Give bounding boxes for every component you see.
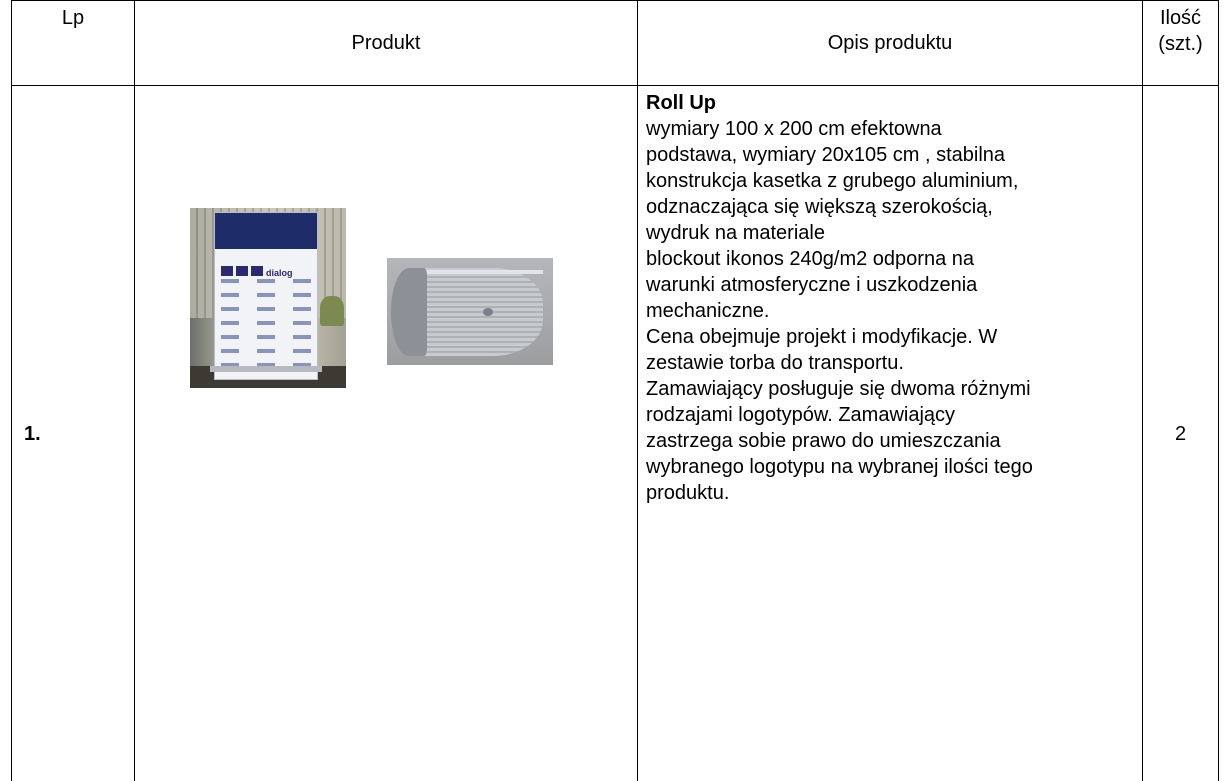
description-line: podstawa, wymiary 20x105 cm , stabilna [646, 142, 1136, 168]
header-quantity-unit: (szt.) [1158, 33, 1202, 55]
product-description [638, 86, 1143, 781]
product-title: Roll Up [646, 90, 1136, 116]
header-product: Produkt [135, 1, 638, 86]
header-lp: Lp [12, 1, 135, 86]
description-line: mechaniczne. [646, 298, 1136, 324]
description-line: odznaczająca się większą szerokością, [646, 194, 1136, 220]
header-quantity-label: Ilość [1160, 7, 1201, 29]
description-line: Zamawiający posługuje się dwoma różnymi [646, 376, 1136, 402]
banner-print [214, 212, 318, 380]
description-line: zastrzega sobie prawo do umieszczania [646, 428, 1136, 454]
description-line: wydruk na materiale [646, 220, 1136, 246]
description-line: konstrukcja kasetka z grubego aluminium, [646, 168, 1136, 194]
row-number: 1. [12, 86, 135, 781]
description-line: produktu. [646, 480, 1136, 506]
rollup-banner-photo [190, 208, 346, 388]
table-header-row [12, 1, 1219, 86]
header-quantity [1143, 1, 1219, 86]
description-line: wymiary 100 x 200 cm efektowna [646, 116, 1136, 142]
aluminium-cassette-photo [387, 258, 553, 365]
header-description: Opis produktu [638, 1, 1143, 86]
description-line: rodzajami logotypów. Zamawiający [646, 402, 1136, 428]
banner-logo-text: dialog [266, 268, 293, 278]
description-line: blockout ikonos 240g/m2 odporna na [646, 246, 1136, 272]
description-line: Cena obejmuje projekt i modyfikacje. W [646, 324, 1136, 350]
row-quantity: 2 [1143, 86, 1219, 781]
table-row [12, 86, 1219, 781]
description-line: warunki atmosferyczne i uszkodzenia [646, 272, 1136, 298]
product-images-cell [135, 86, 638, 781]
description-line: zestawie torba do transportu. [646, 350, 1136, 376]
product-spec-table [11, 0, 1219, 781]
description-line: wybranego logotypu na wybranej ilości tego [646, 454, 1136, 480]
